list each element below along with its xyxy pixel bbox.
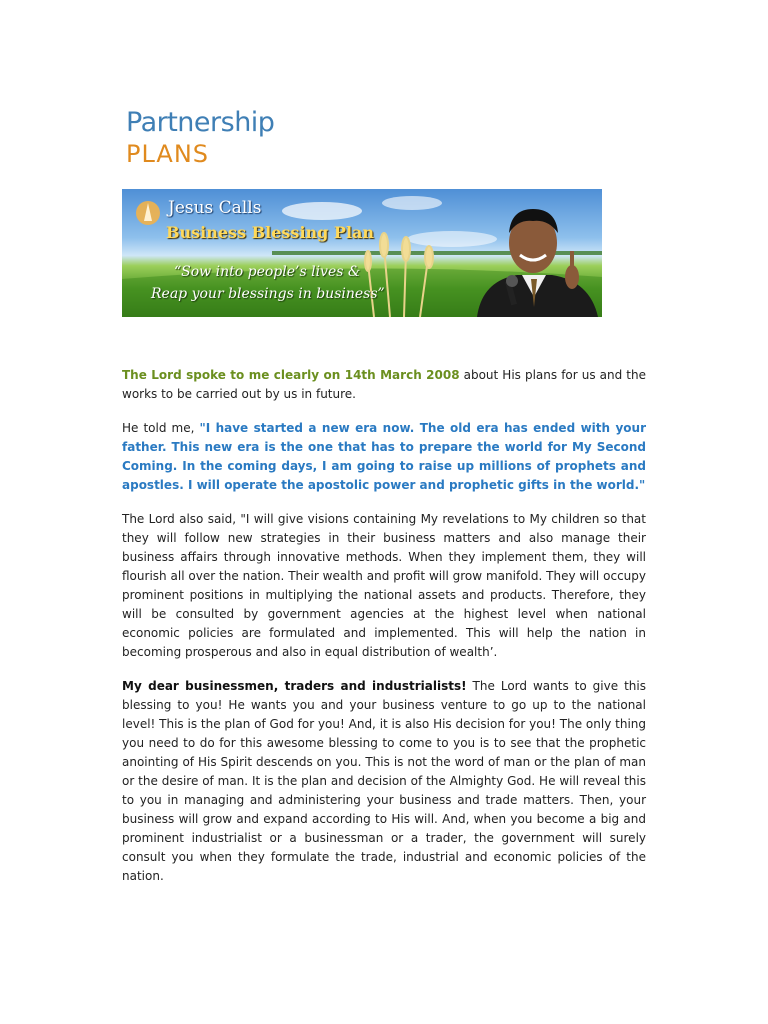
paragraph-1 [122,366,646,404]
title-plans: PLANS [126,140,209,168]
banner-image [122,189,602,317]
page-title [126,107,274,169]
paragraph-1-rest: about His plans for us and the works to be carried out by us in future. [122,368,646,401]
paragraph-2 [122,419,646,495]
banner-plan-name: Business Blessing Plan [166,223,375,242]
banner-brand: Jesus Calls [168,198,262,218]
highlight-date-statement: The Lord spoke to me clearly on 14th March 2008 [122,368,460,382]
banner-quote-line2: Reap your blessings in business” [151,286,385,302]
title-partnership: Partnership [126,107,275,138]
paragraph-4 [122,677,646,886]
audience-address: My dear businessmen, traders and industrialists! [122,679,467,693]
prophecy-quote: "I have started a new era now. The old era has ended with your father. This new era is the one that has to prepare the world for My Second Coming. In the coming days, I am going to raise up millions of prophets and apostles. I will operate the apostolic power and prophetic gifts in the world." [122,421,646,492]
speaker-portrait [477,209,598,317]
banner-quote-line1: “Sow into people’s lives & [174,264,361,280]
article-body [122,366,646,901]
paragraph-2-intro: He told me, [122,421,200,435]
paragraph-4-rest: The Lord wants to give this blessing to you! He wants you and your business venture to go up to the national level! This is the plan of God for you! And, it is also His decision for you! The only thing you need to do for this awesome blessing to come to you is to see that the prophetic anointing of His Spirit descends on you. This is not the word of man or the plan of man or the desire of man. It is the plan and decision of the Almighty God. He will reveal this to you in managing and administering your business and trade matters. Then, your business will grow and expand according to His will. And, when you become a big and prominent industrialist or a businessman or a trader, the government will surely consult you when they formulate the trade, industrial and economic policies of the nation. [122,679,646,883]
paragraph-3: The Lord also said, "I will give visions containing My revelations to My children so that they will follow new strategies in their business matters and also manage their business affairs through innovative methods. When they implement them, they will flourish all over the nation. Their wealth and profit will grow manifold. They will occupy prominent positions in multiplying the national assets and products. Therefore, they will be consulted by government agencies at the highest level when national economic policies are formulated and implemented. This will help the nation in becoming prosperous and also in equal distribution of wealth’. [122,512,646,659]
praying-hands-icon [136,201,160,225]
